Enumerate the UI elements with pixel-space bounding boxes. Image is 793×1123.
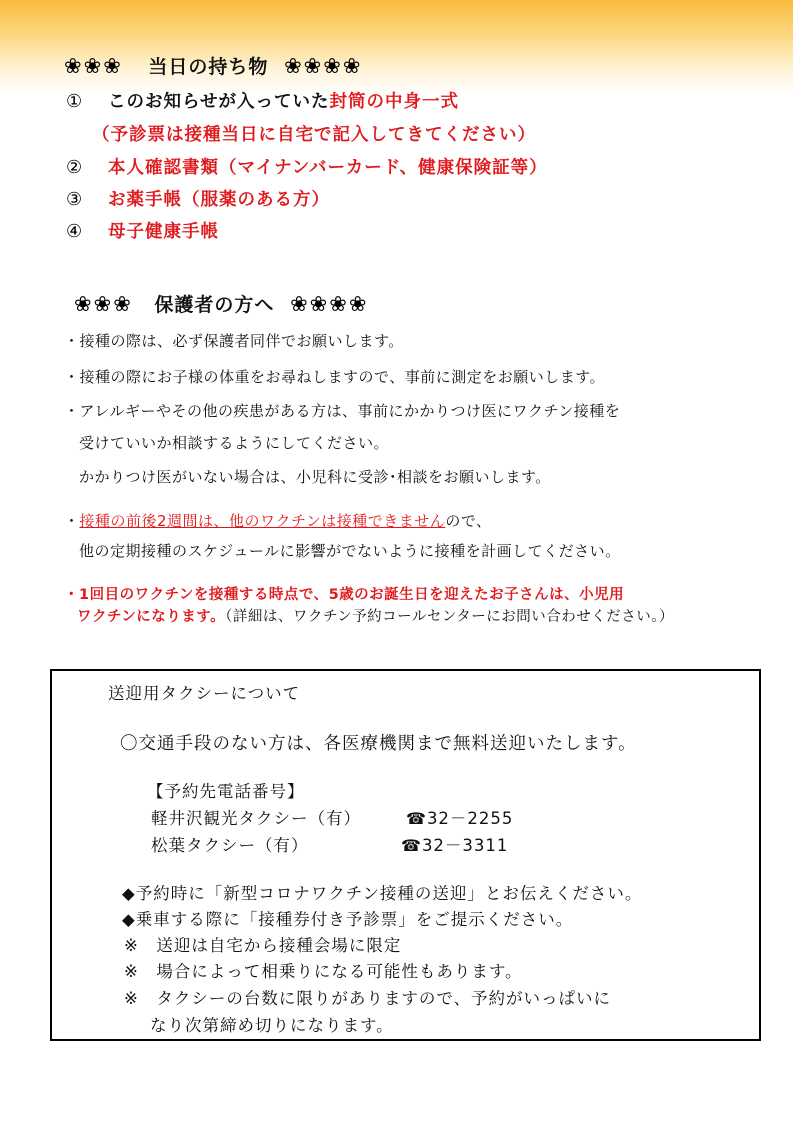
phone-icon: ☎	[406, 809, 427, 828]
item-text-highlight: 封筒の中身一式	[329, 92, 459, 112]
belonging-item-3	[66, 186, 330, 211]
guardians-title: 保護者の方へ	[154, 294, 275, 316]
taxi-company-2	[151, 832, 508, 856]
item-number: ①	[66, 91, 84, 112]
age-note-line2	[77, 605, 674, 626]
company-phone: 32－3311	[421, 836, 509, 855]
belongings-heading	[64, 52, 362, 79]
interval-note	[64, 510, 492, 531]
flower-icon: ❀❀❀❀	[284, 54, 363, 78]
item-number: ④	[66, 221, 84, 242]
taxi-caution-3: ※ タクシーの台数に限りがありますので、予約がいっぱいに	[124, 989, 611, 1008]
item-text: 母子健康手帳	[108, 222, 219, 242]
age-note-detail: （詳細は、ワクチン予約コールセンターにお問い合わせください。）	[225, 609, 675, 625]
guardian-note-3-cont: 受けていいか相談するようにしてください。	[79, 434, 390, 452]
item-text: お薬手帳（服薬のある方）	[108, 190, 330, 210]
guardian-note-3: ・アレルギーやその他の疾患がある方は、事前にかかりつけ医にワクチン接種を	[64, 402, 621, 420]
taxi-caution-1: ※ 送迎は自宅から接種会場に限定	[124, 936, 402, 955]
bullet: ・	[64, 512, 80, 530]
taxi-instruction-1: ◆予約時に「新型コロナワクチン接種の送迎」とお伝えください。	[122, 884, 643, 903]
phone-icon: ☎	[401, 836, 422, 855]
flower-icon: ❀❀❀	[74, 292, 133, 316]
taxi-company-1	[151, 805, 513, 829]
guardians-heading	[74, 290, 368, 317]
guardian-note-2: ・接種の際にお子様の体重をお尋ねしますので、事前に測定をお願いします。	[64, 368, 606, 386]
company-name: 松葉タクシー（有）	[151, 836, 309, 855]
interval-note-line2: 他の定期接種のスケジュールに影響がでないように接種を計画してください。	[79, 542, 621, 560]
taxi-title: 送迎用タクシーについて	[108, 684, 301, 703]
flower-icon: ❀❀❀	[64, 54, 123, 78]
belonging-item-1-sub: （予診票は接種当日に自宅で記入してきてください）	[92, 125, 536, 145]
flower-icon: ❀❀❀❀	[290, 292, 369, 316]
taxi-caution-3-cont: なり次第締め切りになります。	[150, 1016, 394, 1035]
company-phone: 32－2255	[426, 809, 514, 828]
header-gradient-band	[0, 0, 793, 95]
company-name: 軽井沢観光タクシー（有）	[151, 809, 361, 828]
interval-tail: ので、	[445, 512, 492, 530]
belonging-item-1	[66, 88, 459, 113]
taxi-caution-2: ※ 場合によって相乗りになる可能性もあります。	[124, 962, 523, 981]
taxi-instruction-2: ◆乗車する際に「接種券付き予診票」をご提示ください。	[122, 910, 574, 929]
item-number: ③	[66, 189, 84, 210]
item-text: 本人確認書類（マイナンバーカード、健康保険証等）	[108, 158, 548, 178]
item-number: ②	[66, 157, 84, 178]
taxi-intro: 〇交通手段のない方は、各医療機関まで無料送迎いたします。	[120, 734, 637, 754]
interval-warning: 接種の前後2週間は、他のワクチンは接種できません	[79, 512, 446, 530]
belonging-item-4	[66, 218, 219, 243]
age-note-red: ワクチンになります。	[77, 609, 226, 625]
item-text: このお知らせが入っていた	[108, 92, 330, 112]
guardian-note-4: かかりつけ医がいない場合は、小児科に受診･相談をお願いします。	[79, 468, 551, 486]
phone-header: 【予約先電話番号】	[147, 782, 305, 801]
age-note-line1: ・1回目のワクチンを接種する時点で、5歳のお誕生日を迎えたお子さんは、小児用	[64, 587, 625, 603]
guardian-note-1: ・接種の際は、必ず保護者同伴でお願いします。	[64, 332, 404, 350]
belonging-item-2	[66, 154, 548, 179]
belongings-title: 当日の持ち物	[148, 56, 269, 78]
